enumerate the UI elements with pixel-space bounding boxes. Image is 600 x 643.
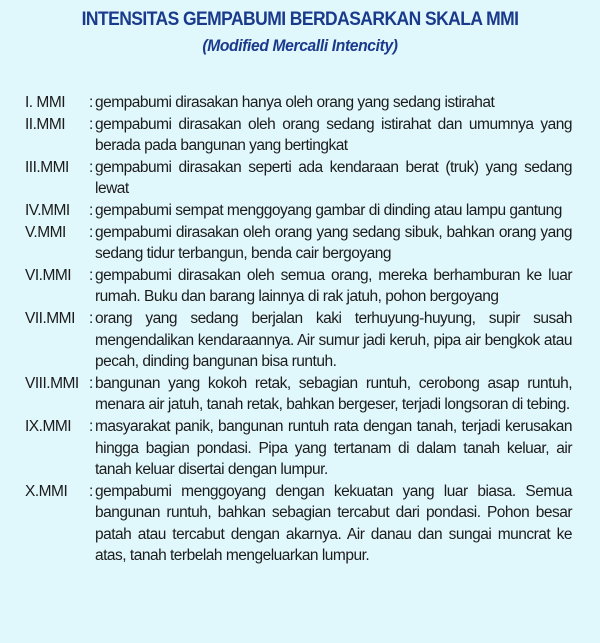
separator: :	[89, 266, 93, 284]
mmi-entry-7	[25, 308, 580, 373]
separator: :	[89, 417, 93, 435]
mmi-entry-10	[25, 481, 580, 567]
mmi-entry-2	[25, 114, 580, 157]
mmi-entry-5	[25, 222, 580, 265]
page-title: INTENSITAS GEMPABUMI BERDASARKAN SKALA MMI	[81, 9, 519, 30]
mmi-level-label: IV.MMI	[25, 201, 70, 219]
separator: :	[89, 158, 93, 176]
mmi-description: gempabumi dirasakan oleh orang yang sedang sibuk, bahkan orang yang sedang tidur terbangun, benda cair bergoyang	[95, 223, 572, 263]
mmi-level-label: I. MMI	[25, 94, 66, 111]
mmi-description: gempabumi menggoyang dengan kekuatan yang luar biasa. Semua bangunan runtuh, bahkan sebagian tercabut dari pondasi. Pohon besar patah atau tercabut dengan akarnya. Air danau dan sungai muncrat ke atas, tanah terbelah mengeluarkan lumpur.	[95, 482, 572, 565]
mmi-entry-1	[25, 92, 580, 114]
mmi-entry-9	[25, 416, 580, 481]
mmi-description: gempabumi sempat menggoyang gambar di dinding atau lampu gantung	[95, 201, 562, 219]
page-subtitle: (Modified Mercalli Intencity)	[202, 36, 398, 55]
separator: :	[89, 309, 93, 327]
mmi-description: masyarakat panik, bangunan runtuh rata dengan tanah, terjadi kerusakan hingga bagian pondasi. Pipa yang tertanam di dalam tanah keluar, air tanah keluar disertai dengan lumpur.	[95, 417, 572, 479]
mmi-description: gempabumi dirasakan seperti ada kendaraan berat (truk) yang sedang lewat	[95, 158, 572, 198]
mmi-level-label: VI.MMI	[25, 266, 72, 284]
mmi-level-label: VIII.MMI	[25, 374, 79, 392]
mmi-intensity-list	[25, 92, 580, 567]
mmi-description: orang yang sedang berjalan kaki terhuyung-huyung, supir susah mengendalikan kendaraannya. Air sumur jadi keruh, pipa air bengkok atau pecah, dinding bangunan bisa runtuh.	[95, 309, 572, 371]
mmi-entry-8	[25, 373, 580, 416]
mmi-description: bangunan yang kokoh retak, sebagian runtuh, cerobong asap runtuh, menara air jatuh, tanah retak, bahkan bergeser, terjadi longsoran di tebing.	[95, 374, 572, 414]
document-header	[0, 6, 600, 58]
mmi-level-label: VII.MMI	[25, 309, 75, 327]
mmi-description: gempabumi dirasakan oleh orang sedang istirahat dan umumnya yang berada pada bangunan yang bertingkat	[95, 115, 572, 155]
mmi-entry-6	[25, 265, 580, 308]
mmi-level-label: X.MMI	[25, 482, 68, 500]
separator: :	[89, 482, 93, 500]
separator: :	[89, 201, 93, 219]
separator: :	[89, 115, 93, 133]
mmi-description: gempabumi dirasakan oleh semua orang, mereka berhamburan ke luar rumah. Buku dan barang lainnya di rak jatuh, pohon bergoyang	[95, 266, 572, 306]
mmi-level-label: III.MMI	[25, 158, 69, 176]
mmi-level-label: IX.MMI	[25, 417, 72, 435]
mmi-entry-4	[25, 200, 580, 222]
mmi-level-label: II.MMI	[25, 115, 66, 133]
mmi-entry-3	[25, 157, 580, 200]
separator: :	[89, 223, 93, 241]
mmi-level-label: V.MMI	[25, 223, 66, 241]
mmi-description: gempabumi dirasakan hanya oleh orang yang sedang istirahat	[95, 94, 495, 111]
separator: :	[89, 94, 93, 111]
separator: :	[89, 374, 93, 392]
